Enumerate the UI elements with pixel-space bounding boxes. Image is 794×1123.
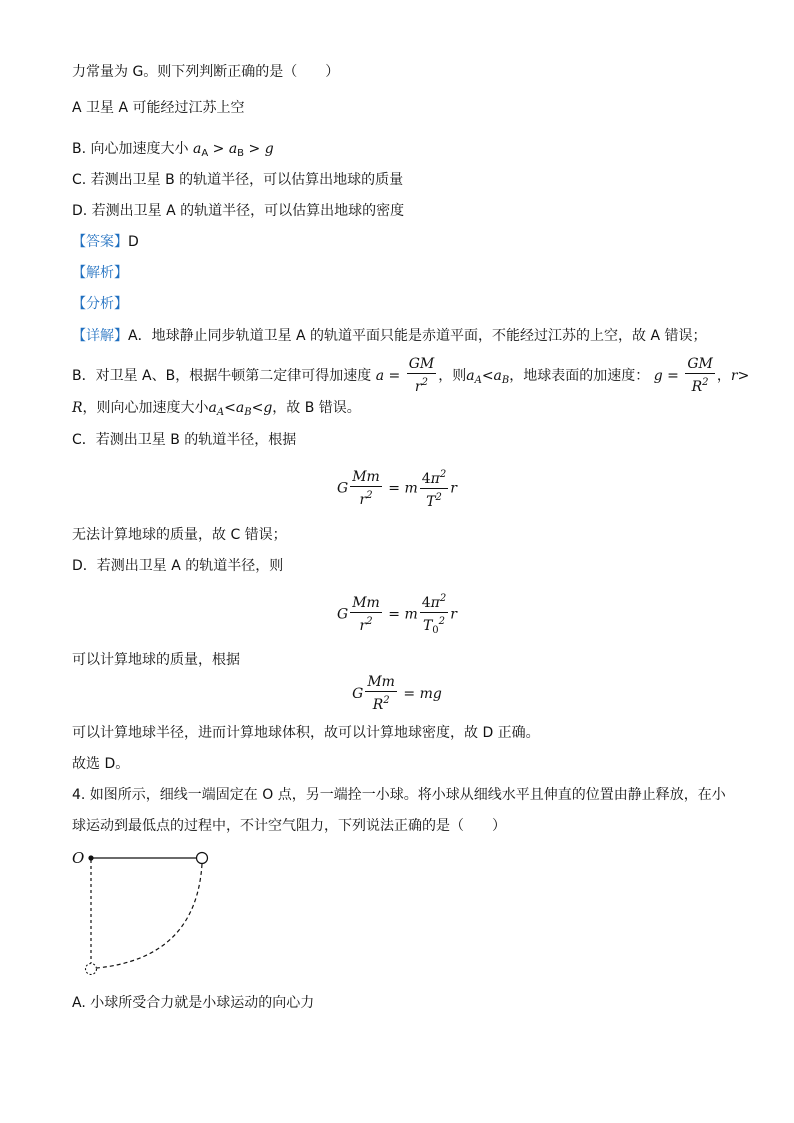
point-o-label: O: [72, 849, 85, 867]
formula-d: G $\frac{Mm}{r^2}$ = m $\frac{4\pi^2}{T_0^2}$ r: [0, 590, 794, 639]
detail-b-line1: B．对卫星 A、B，根据牛顿第二定律可得加速度 a = $\frac{GM}{r^2}$ ，则$a_A<a_B$，地球表面的加速度： g = $\frac{GM}{R^2}$ ，r>: [72, 356, 750, 395]
detail-d-line3: 可以计算地球半径，进而计算地球体积，故可以计算地球密度，故 D 正确。: [72, 725, 540, 741]
option-d: D. 若测出卫星 A 的轨道半径，可以估算出地球的密度: [72, 203, 405, 219]
detail-c-line1: C．若测出卫星 B 的轨道半径，根据: [72, 432, 297, 448]
option-b: B. 向心加速度大小 $a_A > a_B > g$: [72, 141, 274, 159]
pendulum-diagram: [68, 846, 228, 982]
question-intro: 力常量为 G。则下列判断正确的是（ ）: [72, 64, 340, 80]
detail-b-line2: R，则向心加速度大小$a_A<a_B<g$，故 B 错误。: [72, 400, 361, 418]
ball-start: [197, 853, 208, 864]
question4-line1: 4. 如图所示，细线一端固定在 O 点，另一端拴一小球。将小球从细线水平且伸直的位置由静止释放，在小: [72, 787, 726, 803]
detail-d-line2: 可以计算地球的质量，根据: [72, 652, 240, 668]
conclusion: 故选 D。: [72, 756, 130, 772]
ball-lowest: [86, 964, 97, 975]
detail-c-line2: 无法计算地球的质量，故 C 错误；: [72, 527, 287, 543]
analysis-label: 【解析】: [72, 265, 128, 281]
question4-line2: 球运动到最低点的过程中，不计空气阻力，下列说法正确的是（ ）: [72, 818, 506, 834]
arc-path-dashed: [97, 864, 202, 968]
question4-option-a: A. 小球所受合力就是小球运动的向心力: [72, 995, 315, 1011]
fenxi-label: 【分析】: [72, 296, 128, 312]
detail-d-line1: D．若测出卫星 A 的轨道半径，则: [72, 558, 284, 574]
formula-gravity: G $\frac{Mm}{R^2}$ = mg: [352, 674, 442, 713]
answer-line: 【答案】D: [72, 234, 139, 250]
option-a: A 卫星 A 可能经过江苏上空: [72, 100, 245, 116]
option-c: C. 若测出卫星 B 的轨道半径，可以估算出地球的质量: [72, 172, 404, 188]
detail-a: 【详解】A．地球静止同步轨道卫星 A 的轨道平面只能是赤道平面，不能经过江苏的上空，故 A 错误；: [72, 328, 707, 344]
formula-c: G $\frac{Mm}{r^2}$ = m $\frac{4\pi^2}{T^2}$ r: [0, 466, 794, 511]
